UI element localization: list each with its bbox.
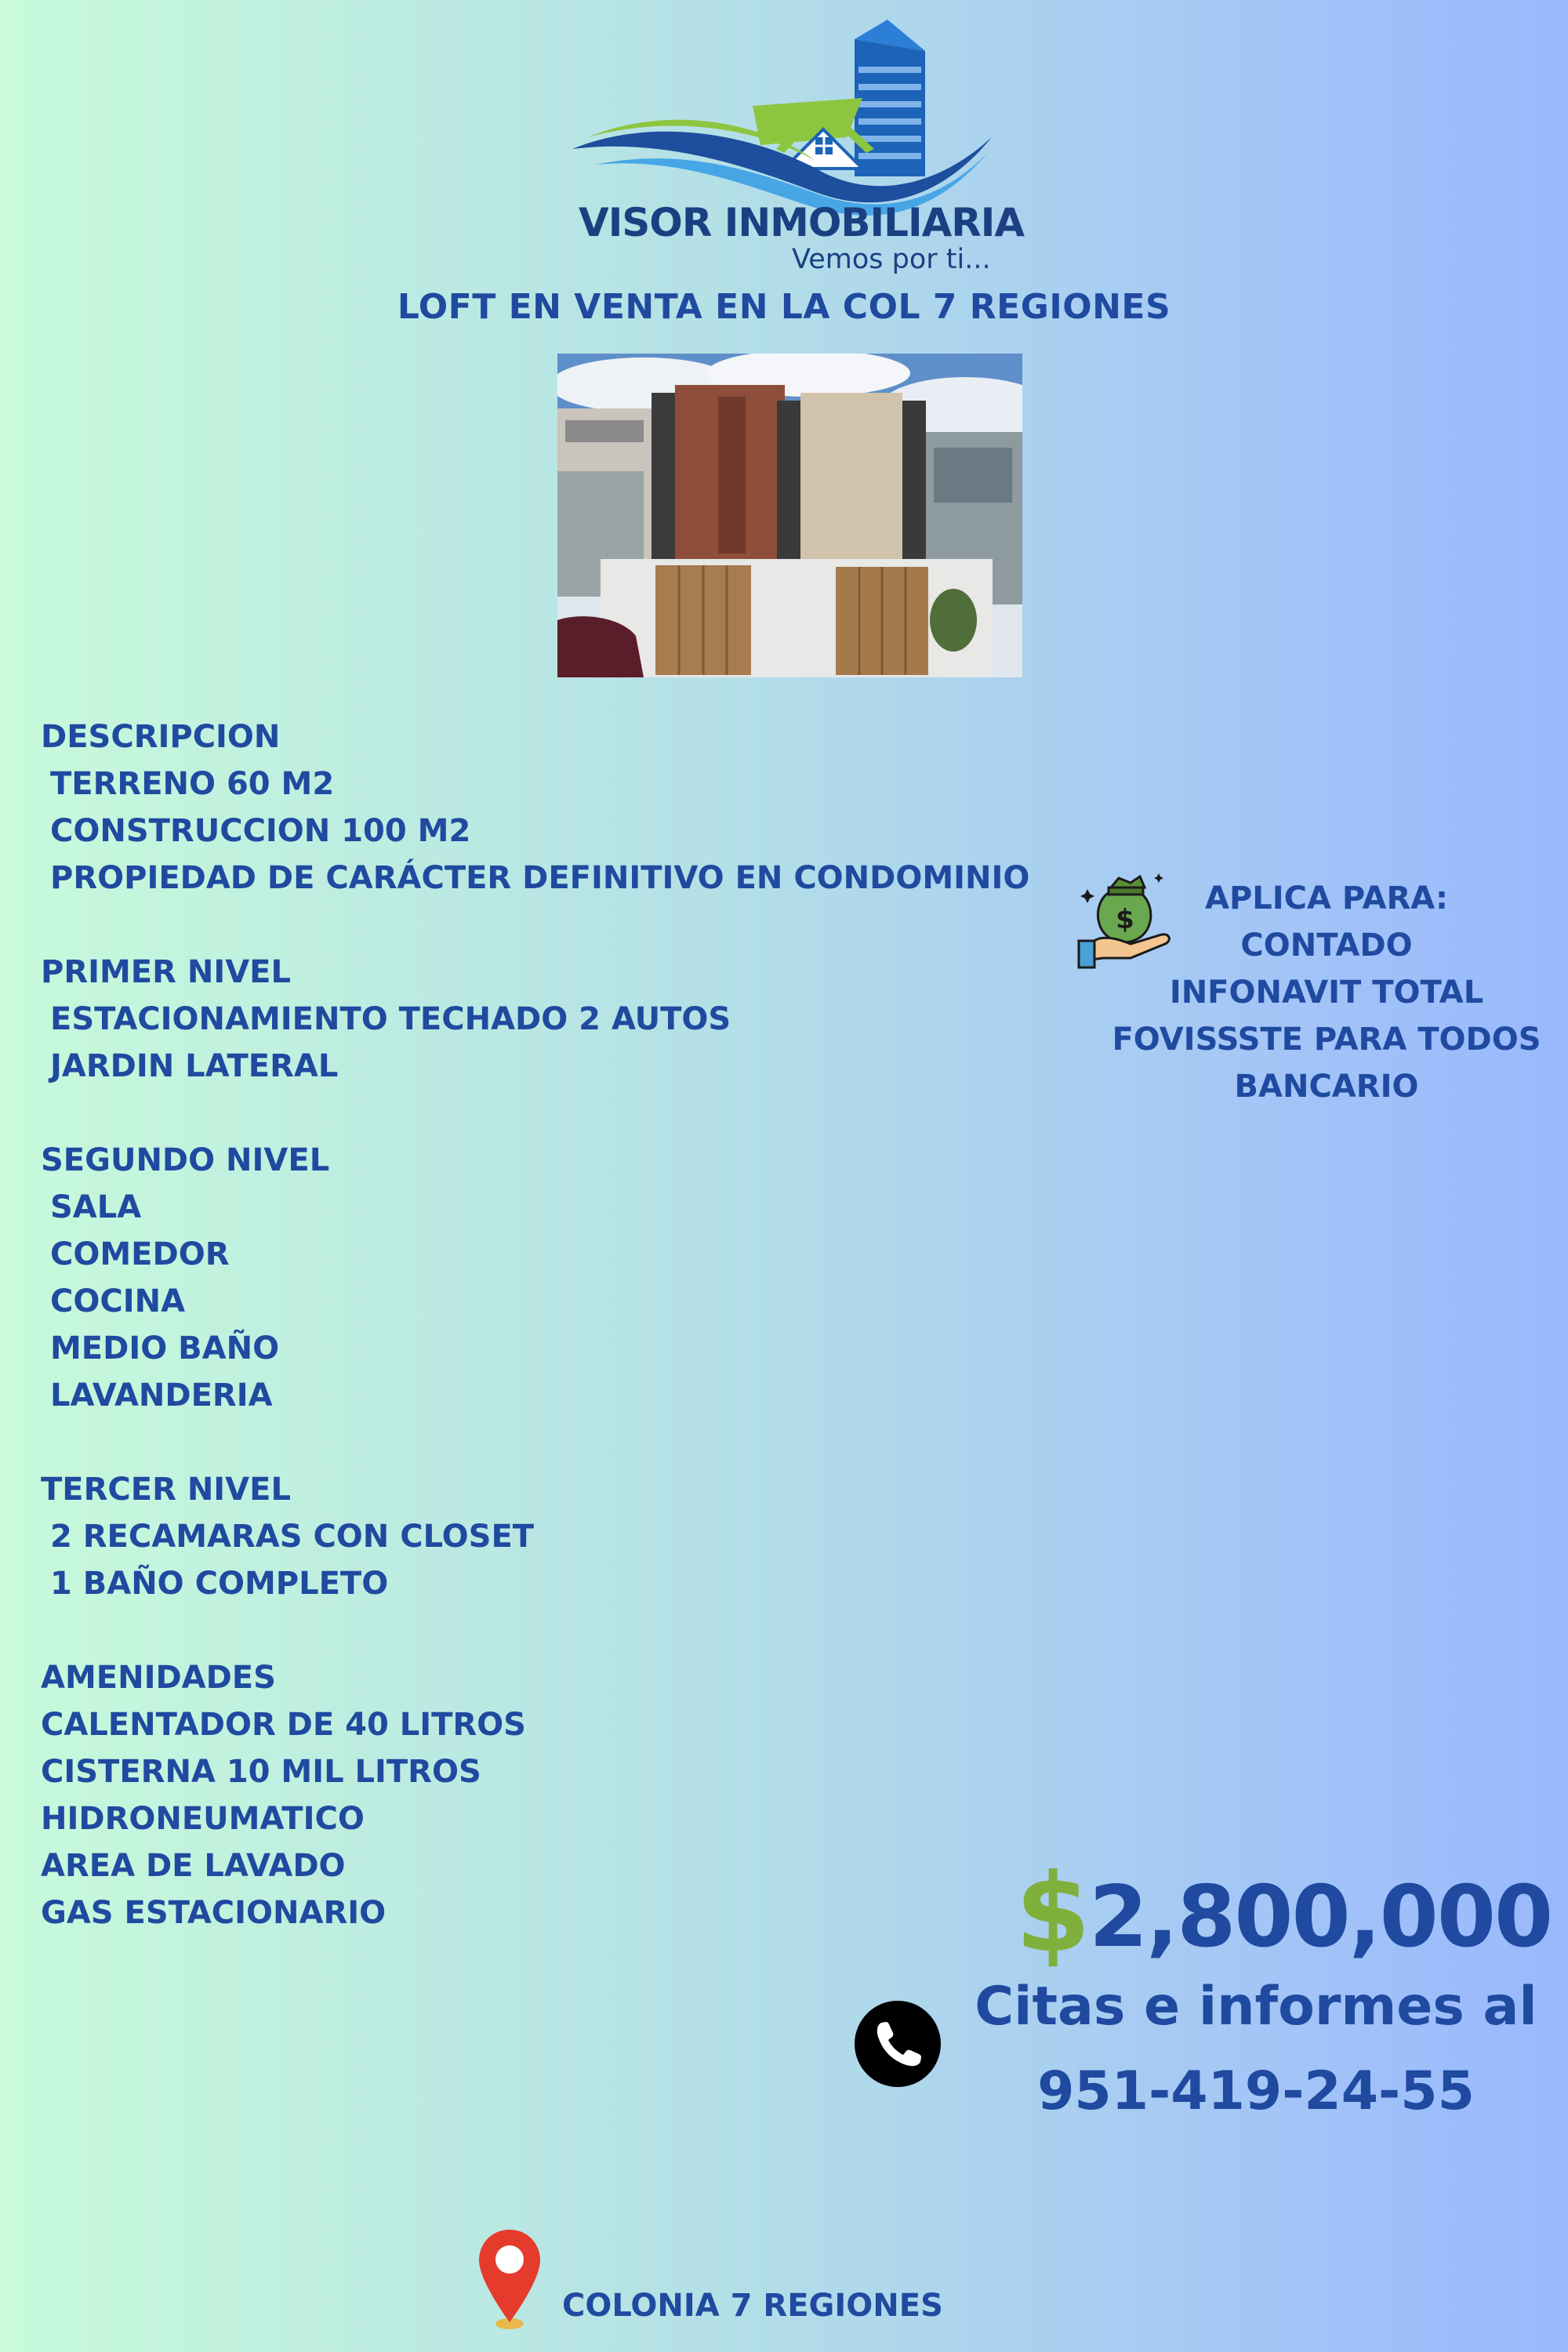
financing-option: BANCARIO	[1234, 1069, 1419, 1105]
property-description	[41, 713, 1060, 1936]
list-item: CISTERNA 10 MIL LITROS	[41, 1754, 481, 1790]
list-item: ESTACIONAMIENTO TECHADO 2 AUTOS	[50, 1001, 731, 1037]
financing-option: INFONAVIT TOTAL	[1169, 975, 1484, 1011]
location-label: COLONIA 7 REGIONES	[562, 2288, 943, 2324]
section-title: SEGUNDO NIVEL	[41, 1142, 330, 1178]
brand-name: VISOR INMOBILIARIA	[579, 200, 1025, 245]
contact-line: Citas e informes al	[975, 1976, 1537, 2038]
contact-info	[958, 1965, 1554, 2134]
phone-icon[interactable]	[855, 2001, 941, 2087]
property-photo	[557, 354, 1022, 677]
brand-tagline: Vemos por ti...	[792, 244, 991, 275]
listing-headline: LOFT EN VENTA EN LA COL 7 REGIONES	[397, 287, 1171, 327]
building-icon	[855, 20, 925, 176]
list-item: GAS ESTACIONARIO	[41, 1895, 387, 1931]
list-item: JARDIN LATERAL	[50, 1048, 339, 1084]
list-item: PROPIEDAD DE CARÁCTER DEFINITIVO EN CONDOMINIO	[50, 860, 1030, 896]
list-item: COCINA	[50, 1283, 186, 1319]
financing-option: FOVISSSTE PARA TODOS	[1112, 1022, 1541, 1058]
section-title: TERCER NIVEL	[41, 1472, 291, 1508]
list-item: CALENTADOR DE 40 LITROS	[41, 1707, 526, 1743]
list-item: TERRENO 60 M2	[50, 766, 335, 802]
financing-box	[1107, 875, 1546, 1110]
contact-phone[interactable]: 951-419-24-55	[1037, 2060, 1475, 2122]
list-item: LAVANDERIA	[50, 1377, 273, 1414]
location-pin-icon	[474, 2227, 545, 2332]
list-item: SALA	[50, 1189, 142, 1225]
list-item: 2 RECAMARAS CON CLOSET	[50, 1519, 535, 1555]
list-item: HIDRONEUMATICO	[41, 1801, 365, 1837]
price-amount: 2,800,000	[1089, 1868, 1552, 1966]
financing-option: CONTADO	[1240, 927, 1413, 964]
currency-symbol: $	[1015, 1850, 1090, 1976]
svg-text:$: $	[1116, 904, 1134, 935]
price	[1015, 1850, 1552, 1976]
list-item: COMEDOR	[50, 1236, 230, 1272]
section-title: DESCRIPCION	[41, 719, 281, 755]
list-item: AREA DE LAVADO	[41, 1848, 346, 1884]
financing-title: APLICA PARA:	[1205, 880, 1448, 916]
list-item: MEDIO BAÑO	[50, 1330, 280, 1367]
section-title: AMENIDADES	[41, 1660, 276, 1696]
list-item: 1 BAÑO COMPLETO	[50, 1566, 389, 1602]
list-item: CONSTRUCCION 100 M2	[50, 813, 471, 849]
section-title: PRIMER NIVEL	[41, 954, 291, 990]
